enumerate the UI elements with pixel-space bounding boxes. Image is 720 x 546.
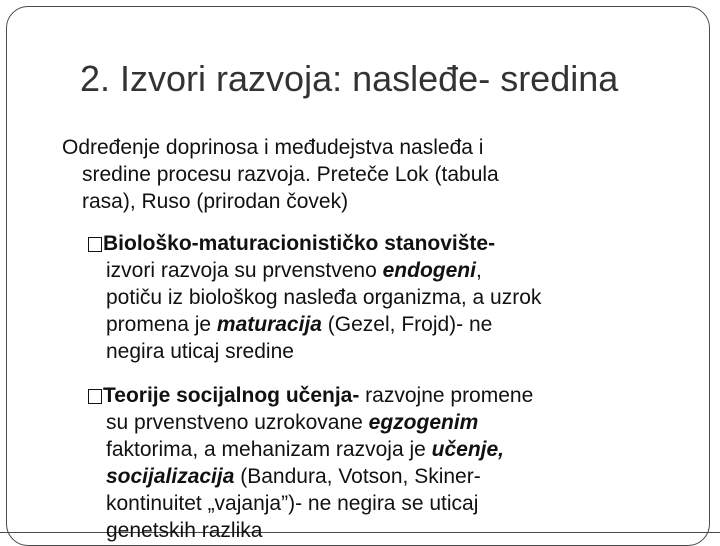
bullet-text: potiču iz biološkog nasleđa organizma, a uzrok — [106, 286, 542, 309]
bullet-heading: Biološko-maturacionističko stanovište- — [103, 232, 496, 255]
bullet-text: su prvenstveno uzrokovane — [106, 411, 369, 434]
emphasis-text: učenje, — [431, 438, 505, 461]
bullet-maturation — [88, 230, 663, 365]
intro-line-1: Određenje doprinosa i međudejstva nasleđa i — [62, 136, 484, 159]
intro-line-2: sredine procesu razvoja. Preteče Lok (tabula — [82, 163, 499, 186]
bullet-box-icon — [88, 237, 102, 252]
bullet-social-learning — [88, 382, 663, 544]
slide-title: 2. Izvori razvoja: nasleđe- sredina — [80, 58, 619, 99]
intro-line-3: rasa), Ruso (prirodan čovek) — [82, 190, 349, 213]
emphasis-text: maturacija — [216, 313, 322, 336]
bullet-text: , — [475, 259, 482, 282]
bullet-text: izvori razvoja su prvenstveno — [106, 259, 383, 282]
emphasis-text: socijalizacija — [106, 465, 235, 488]
bullet-text: promena je — [106, 313, 217, 336]
bullet-text: kontinuitet „vajanja”)- ne negira se uticaj — [106, 492, 479, 515]
bullet-text: genetskih razlika — [106, 519, 263, 542]
bullet-text: (Gezel, Frojd)- ne — [321, 313, 493, 336]
bullet-text: razvojne promene — [359, 384, 534, 407]
emphasis-text: endogeni — [382, 259, 476, 282]
emphasis-text: egzogenim — [368, 411, 479, 434]
bullet-text: faktorima, a mehanizam razvoja je — [106, 438, 432, 461]
bullet-heading: Teorije socijalnog učenja- — [103, 384, 360, 407]
bullet-text: negira uticaj sredine — [106, 340, 294, 363]
intro-paragraph — [62, 134, 662, 215]
bullet-box-icon — [88, 389, 102, 404]
bullet-text: (Bandura, Votson, Skiner- — [234, 465, 481, 488]
